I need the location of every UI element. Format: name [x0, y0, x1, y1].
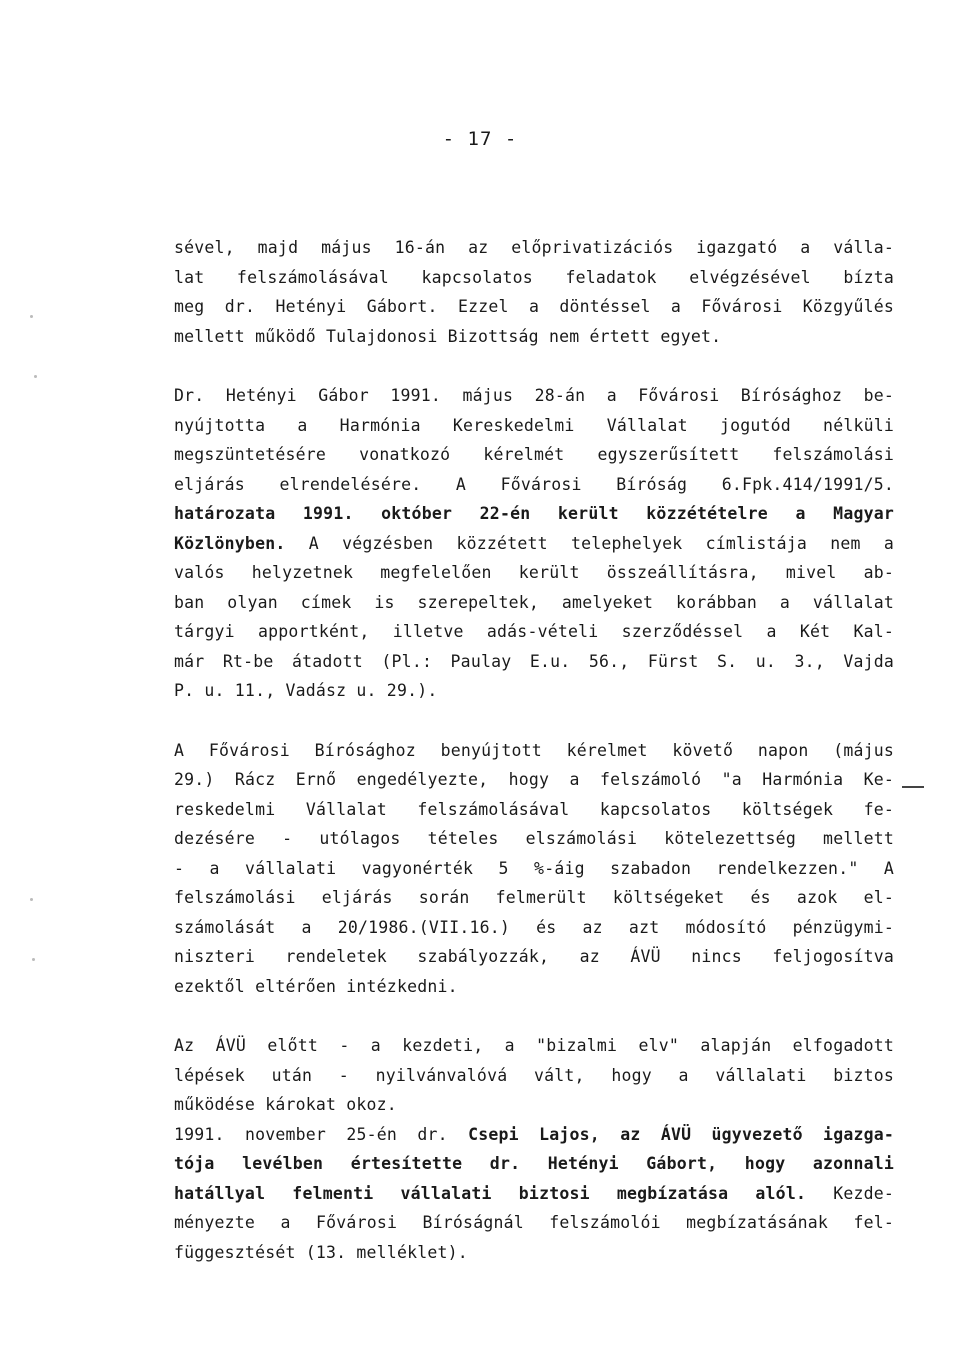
- text-line: [174, 499, 894, 529]
- text-line: [174, 1149, 894, 1179]
- text-line: Az ÁVÜ előtt - a kezdeti, a "bizalmi elv" alapján elfogadott: [174, 1036, 894, 1055]
- text-line: dezésére - utólagos tételes elszámolási kötelezettség mellett: [174, 829, 894, 848]
- margin-mark: [902, 786, 924, 788]
- paragraph-5: [174, 1120, 894, 1268]
- paragraph-3: [174, 736, 894, 1002]
- text-fragment: Kezde-: [806, 1183, 895, 1203]
- text-line: függesztését (13. melléklet).: [174, 1242, 468, 1262]
- text-line: már Rt-be átadott (Pl.: Paulay E.u. 56., Fürst S. u. 3., Vajda: [174, 651, 894, 671]
- document-body: [174, 233, 894, 1267]
- scan-speck: [34, 375, 37, 378]
- text-line: ezektől eltérően intézkedni.: [174, 976, 458, 996]
- text-line: Dr. Hetényi Gábor 1991. május 28-án a Fővárosi Bírósághoz be-: [174, 386, 894, 405]
- text-line: számolását a 20/1986.(VII.16.) és az azt módosító pénzügymi-: [174, 917, 894, 937]
- text-line: eljárás elrendelésére. A Fővárosi Bíróság 6.Fpk.414/1991/5.: [174, 474, 894, 494]
- text-line: megszüntetésére vonatkozó kérelmét egyszerűsített felszámolási: [174, 445, 894, 464]
- scan-speck: [32, 958, 35, 961]
- text-line: felszámolási eljárás során felmerült költségeket és azok el-: [174, 888, 894, 907]
- text-line: [174, 529, 894, 559]
- bold-text: határozata 1991. október 22-én került közzétételre a Magyar: [174, 504, 894, 523]
- bold-text: Közlönyben.: [174, 533, 286, 553]
- scan-speck: [30, 315, 33, 318]
- text-line: P. u. 11., Vadász u. 29.).: [174, 681, 438, 700]
- text-line: [174, 1120, 894, 1150]
- text-line: mellett működő Tulajdonosi Bizottság nem értett egyet.: [174, 326, 722, 346]
- paragraph-1: [174, 233, 894, 351]
- text-line: ban olyan címek is szerepeltek, amelyeket korábban a vállalat: [174, 592, 894, 612]
- text-line: sével, majd május 16-án az előprivatizációs igazgató a válla-: [174, 238, 894, 257]
- text-line: - a vállalati vagyonérték 5 %-áig szabadon rendelkezzen." A: [174, 858, 894, 878]
- page-number: - 17 -: [442, 128, 518, 150]
- text-line: 29.) Rácz Ernő engedélyezte, hogy a felszámoló "a Harmónia Ke-: [174, 770, 894, 789]
- text-line: működése károkat okoz.: [174, 1095, 397, 1114]
- paragraph-4: [174, 1031, 894, 1120]
- text-line: tárgyi apportként, illetve adás-vételi szerződéssel a Két Kal-: [174, 622, 894, 641]
- scan-speck: [30, 898, 33, 901]
- text-line: meg dr. Hetényi Gábort. Ezzel a döntéssel a Fővárosi Közgyűlés: [174, 297, 894, 316]
- text-line: valós helyzetnek megfelelően került összeállításra, mivel ab-: [174, 563, 894, 582]
- text-line: [174, 1179, 894, 1209]
- text-line: ményezte a Fővárosi Bíróságnál felszámolói megbízatásának fel-: [174, 1213, 894, 1232]
- text-line: lat felszámolásával kapcsolatos feladatok elvégzésével bízta: [174, 267, 894, 287]
- text-line: lépések után - nyilvánvalóvá vált, hogy a vállalati biztos: [174, 1065, 894, 1085]
- text-line: A Fővárosi Bírósághoz benyújtott kérelmet követő napon (május: [174, 740, 894, 760]
- bold-text: hatállyal felmenti vállalati biztosi megbízatása alól.: [174, 1183, 807, 1203]
- text-line: reskedelmi Vállalat felszámolásával kapcsolatos költségek fe-: [174, 799, 894, 819]
- bold-text: tója levélben értesítette dr. Hetényi Gábort, hogy azonnali: [174, 1154, 894, 1173]
- text-fragment: 1991. november 25-én dr.: [174, 1124, 469, 1144]
- text-line: nyújtotta a Harmónia Kereskedelmi Vállalat jogutód nélküli: [174, 415, 894, 435]
- text-fragment: A végzésben közzétett telephelyek címlistája nem a: [285, 533, 894, 553]
- text-line: niszteri rendeletek szabályozzák, az ÁVÜ nincs feljogosítva: [174, 947, 894, 966]
- paragraph-2: [174, 381, 894, 706]
- bold-text: Csepi Lajos, az ÁVÜ ügyvezető igazga-: [468, 1124, 894, 1144]
